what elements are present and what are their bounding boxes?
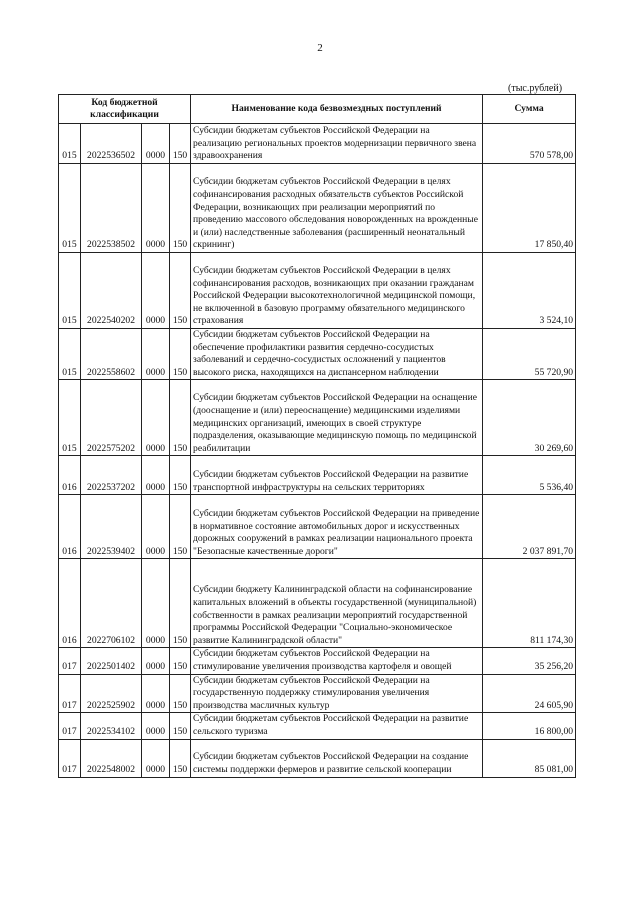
table-row	[59, 739, 576, 777]
type-code-cell: 150	[170, 674, 191, 713]
type-code-cell: 150	[170, 380, 191, 456]
header-sum: Сумма	[483, 95, 576, 124]
table-row	[59, 456, 576, 495]
name-cell: Субсидии бюджетам субъектов Российской Федерации на оснащение (дооснащение и (или) переоснащение) медицинскими изделиями медицинских организаций, имеющих в своей структуре подразделения, оказывающие медицинскую помощь по медицинской реабилитации	[191, 380, 483, 456]
name-cell: Субсидии бюджетам субъектов Российской Федерации в целях софинансирования расходных обязательств субъектов Российской Федерации, возникающих при реализации мероприятий по проведению массового обследования новорожденных на врожденные и (или) наследственные заболевания (расширенный неонатальный скрининг)	[191, 164, 483, 253]
name-cell: Субсидии бюджетам субъектов Российской Федерации на развитие сельского туризма	[191, 713, 483, 739]
name-cell: Субсидии бюджету Калининградской области на софинансирование капитальных вложений в объекты государственной (муниципальной) собственности в рамках реализации мероприятий государственной программы Российской Федерации "Социально-экономическое развитие Калининградской области"	[191, 559, 483, 648]
classification-code-cell: 2022558602	[81, 329, 142, 380]
table-row	[59, 253, 576, 329]
admin-code-cell: 016	[59, 559, 81, 648]
table-row	[59, 329, 576, 380]
type-code-cell: 150	[170, 495, 191, 559]
admin-code-cell: 015	[59, 124, 81, 164]
table-header-row	[59, 95, 576, 124]
admin-code-cell: 016	[59, 495, 81, 559]
classification-code-cell: 2022539402	[81, 495, 142, 559]
header-code: Код бюджетной классификации	[59, 95, 191, 124]
admin-code-cell: 017	[59, 674, 81, 713]
name-cell: Субсидии бюджетам субъектов Российской Федерации на приведение в нормативное состояние автомобильных дорог и искусственных дорожных сооружений в рамках реализации национального проекта "Безопасные качественные дороги"	[191, 495, 483, 559]
subprogram-code-cell: 0000	[142, 456, 170, 495]
classification-code-cell: 2022548002	[81, 739, 142, 777]
subprogram-code-cell: 0000	[142, 124, 170, 164]
name-cell: Субсидии бюджетам субъектов Российской Федерации на реализацию региональных проектов модернизации первичного звена здравоохранения	[191, 124, 483, 164]
classification-code-cell: 2022537202	[81, 456, 142, 495]
type-code-cell: 150	[170, 713, 191, 739]
page-number: 2	[317, 42, 323, 54]
subprogram-code-cell: 0000	[142, 559, 170, 648]
name-cell: Субсидии бюджетам субъектов Российской Федерации в целях софинансирования расходов, возникающих при оказании гражданам Российской Федерации высокотехнологичной медицинской помощи, не включенной в базовую программу обязательного медицинского страхования	[191, 253, 483, 329]
sum-cell: 24 605,90	[483, 674, 576, 713]
type-code-cell: 150	[170, 648, 191, 674]
sum-cell: 2 037 891,70	[483, 495, 576, 559]
sum-cell: 17 850,40	[483, 164, 576, 253]
subprogram-code-cell: 0000	[142, 164, 170, 253]
subprogram-code-cell: 0000	[142, 674, 170, 713]
subprogram-code-cell: 0000	[142, 495, 170, 559]
header-name: Наименование кода безвозмездных поступлений	[191, 95, 483, 124]
type-code-cell: 150	[170, 559, 191, 648]
subprogram-code-cell: 0000	[142, 739, 170, 777]
admin-code-cell: 015	[59, 329, 81, 380]
type-code-cell: 150	[170, 329, 191, 380]
type-code-cell: 150	[170, 124, 191, 164]
name-cell: Субсидии бюджетам субъектов Российской Федерации на создание системы поддержки фермеров и развитие сельской кооперации	[191, 739, 483, 777]
units-label: (тыс.рублей)	[508, 83, 563, 94]
name-cell: Субсидии бюджетам субъектов Российской Федерации на стимулирование увеличения производства картофеля и овощей	[191, 648, 483, 674]
subprogram-code-cell: 0000	[142, 253, 170, 329]
admin-code-cell: 017	[59, 739, 81, 777]
classification-code-cell: 2022706102	[81, 559, 142, 648]
table-row	[59, 124, 576, 164]
sum-cell: 85 081,00	[483, 739, 576, 777]
admin-code-cell: 015	[59, 253, 81, 329]
classification-code-cell: 2022534102	[81, 713, 142, 739]
subprogram-code-cell: 0000	[142, 329, 170, 380]
admin-code-cell: 016	[59, 456, 81, 495]
sum-cell: 30 269,60	[483, 380, 576, 456]
table-row	[59, 674, 576, 713]
admin-code-cell: 015	[59, 164, 81, 253]
table-row	[59, 648, 576, 674]
subprogram-code-cell: 0000	[142, 713, 170, 739]
sum-cell: 35 256,20	[483, 648, 576, 674]
classification-code-cell: 2022540202	[81, 253, 142, 329]
type-code-cell: 150	[170, 164, 191, 253]
subprogram-code-cell: 0000	[142, 648, 170, 674]
table-row	[59, 559, 576, 648]
classification-code-cell: 2022575202	[81, 380, 142, 456]
name-cell: Субсидии бюджетам субъектов Российской Федерации на обеспечение профилактики развития сердечно-сосудистых заболеваний и сердечно-сосудистых осложнений у пациентов высокого риска, находящихся на диспансерном наблюдении	[191, 329, 483, 380]
name-cell: Субсидии бюджетам субъектов Российской Федерации на развитие транспортной инфраструктуры на сельских территориях	[191, 456, 483, 495]
admin-code-cell: 017	[59, 713, 81, 739]
sum-cell: 55 720,90	[483, 329, 576, 380]
type-code-cell: 150	[170, 739, 191, 777]
classification-code-cell: 2022525902	[81, 674, 142, 713]
table-row	[59, 713, 576, 739]
sum-cell: 3 524,10	[483, 253, 576, 329]
subprogram-code-cell: 0000	[142, 380, 170, 456]
type-code-cell: 150	[170, 253, 191, 329]
type-code-cell: 150	[170, 456, 191, 495]
name-cell: Субсидии бюджетам субъектов Российской Федерации на государственную поддержку стимулирования увеличения производства масличных культур	[191, 674, 483, 713]
sum-cell: 16 800,00	[483, 713, 576, 739]
sum-cell: 5 536,40	[483, 456, 576, 495]
admin-code-cell: 017	[59, 648, 81, 674]
classification-code-cell: 2022538502	[81, 164, 142, 253]
sum-cell: 811 174,30	[483, 559, 576, 648]
sum-cell: 570 578,00	[483, 124, 576, 164]
admin-code-cell: 015	[59, 380, 81, 456]
budget-table	[58, 94, 576, 778]
table-row	[59, 380, 576, 456]
table-row	[59, 164, 576, 253]
classification-code-cell: 2022501402	[81, 648, 142, 674]
classification-code-cell: 2022536502	[81, 124, 142, 164]
table-row	[59, 495, 576, 559]
